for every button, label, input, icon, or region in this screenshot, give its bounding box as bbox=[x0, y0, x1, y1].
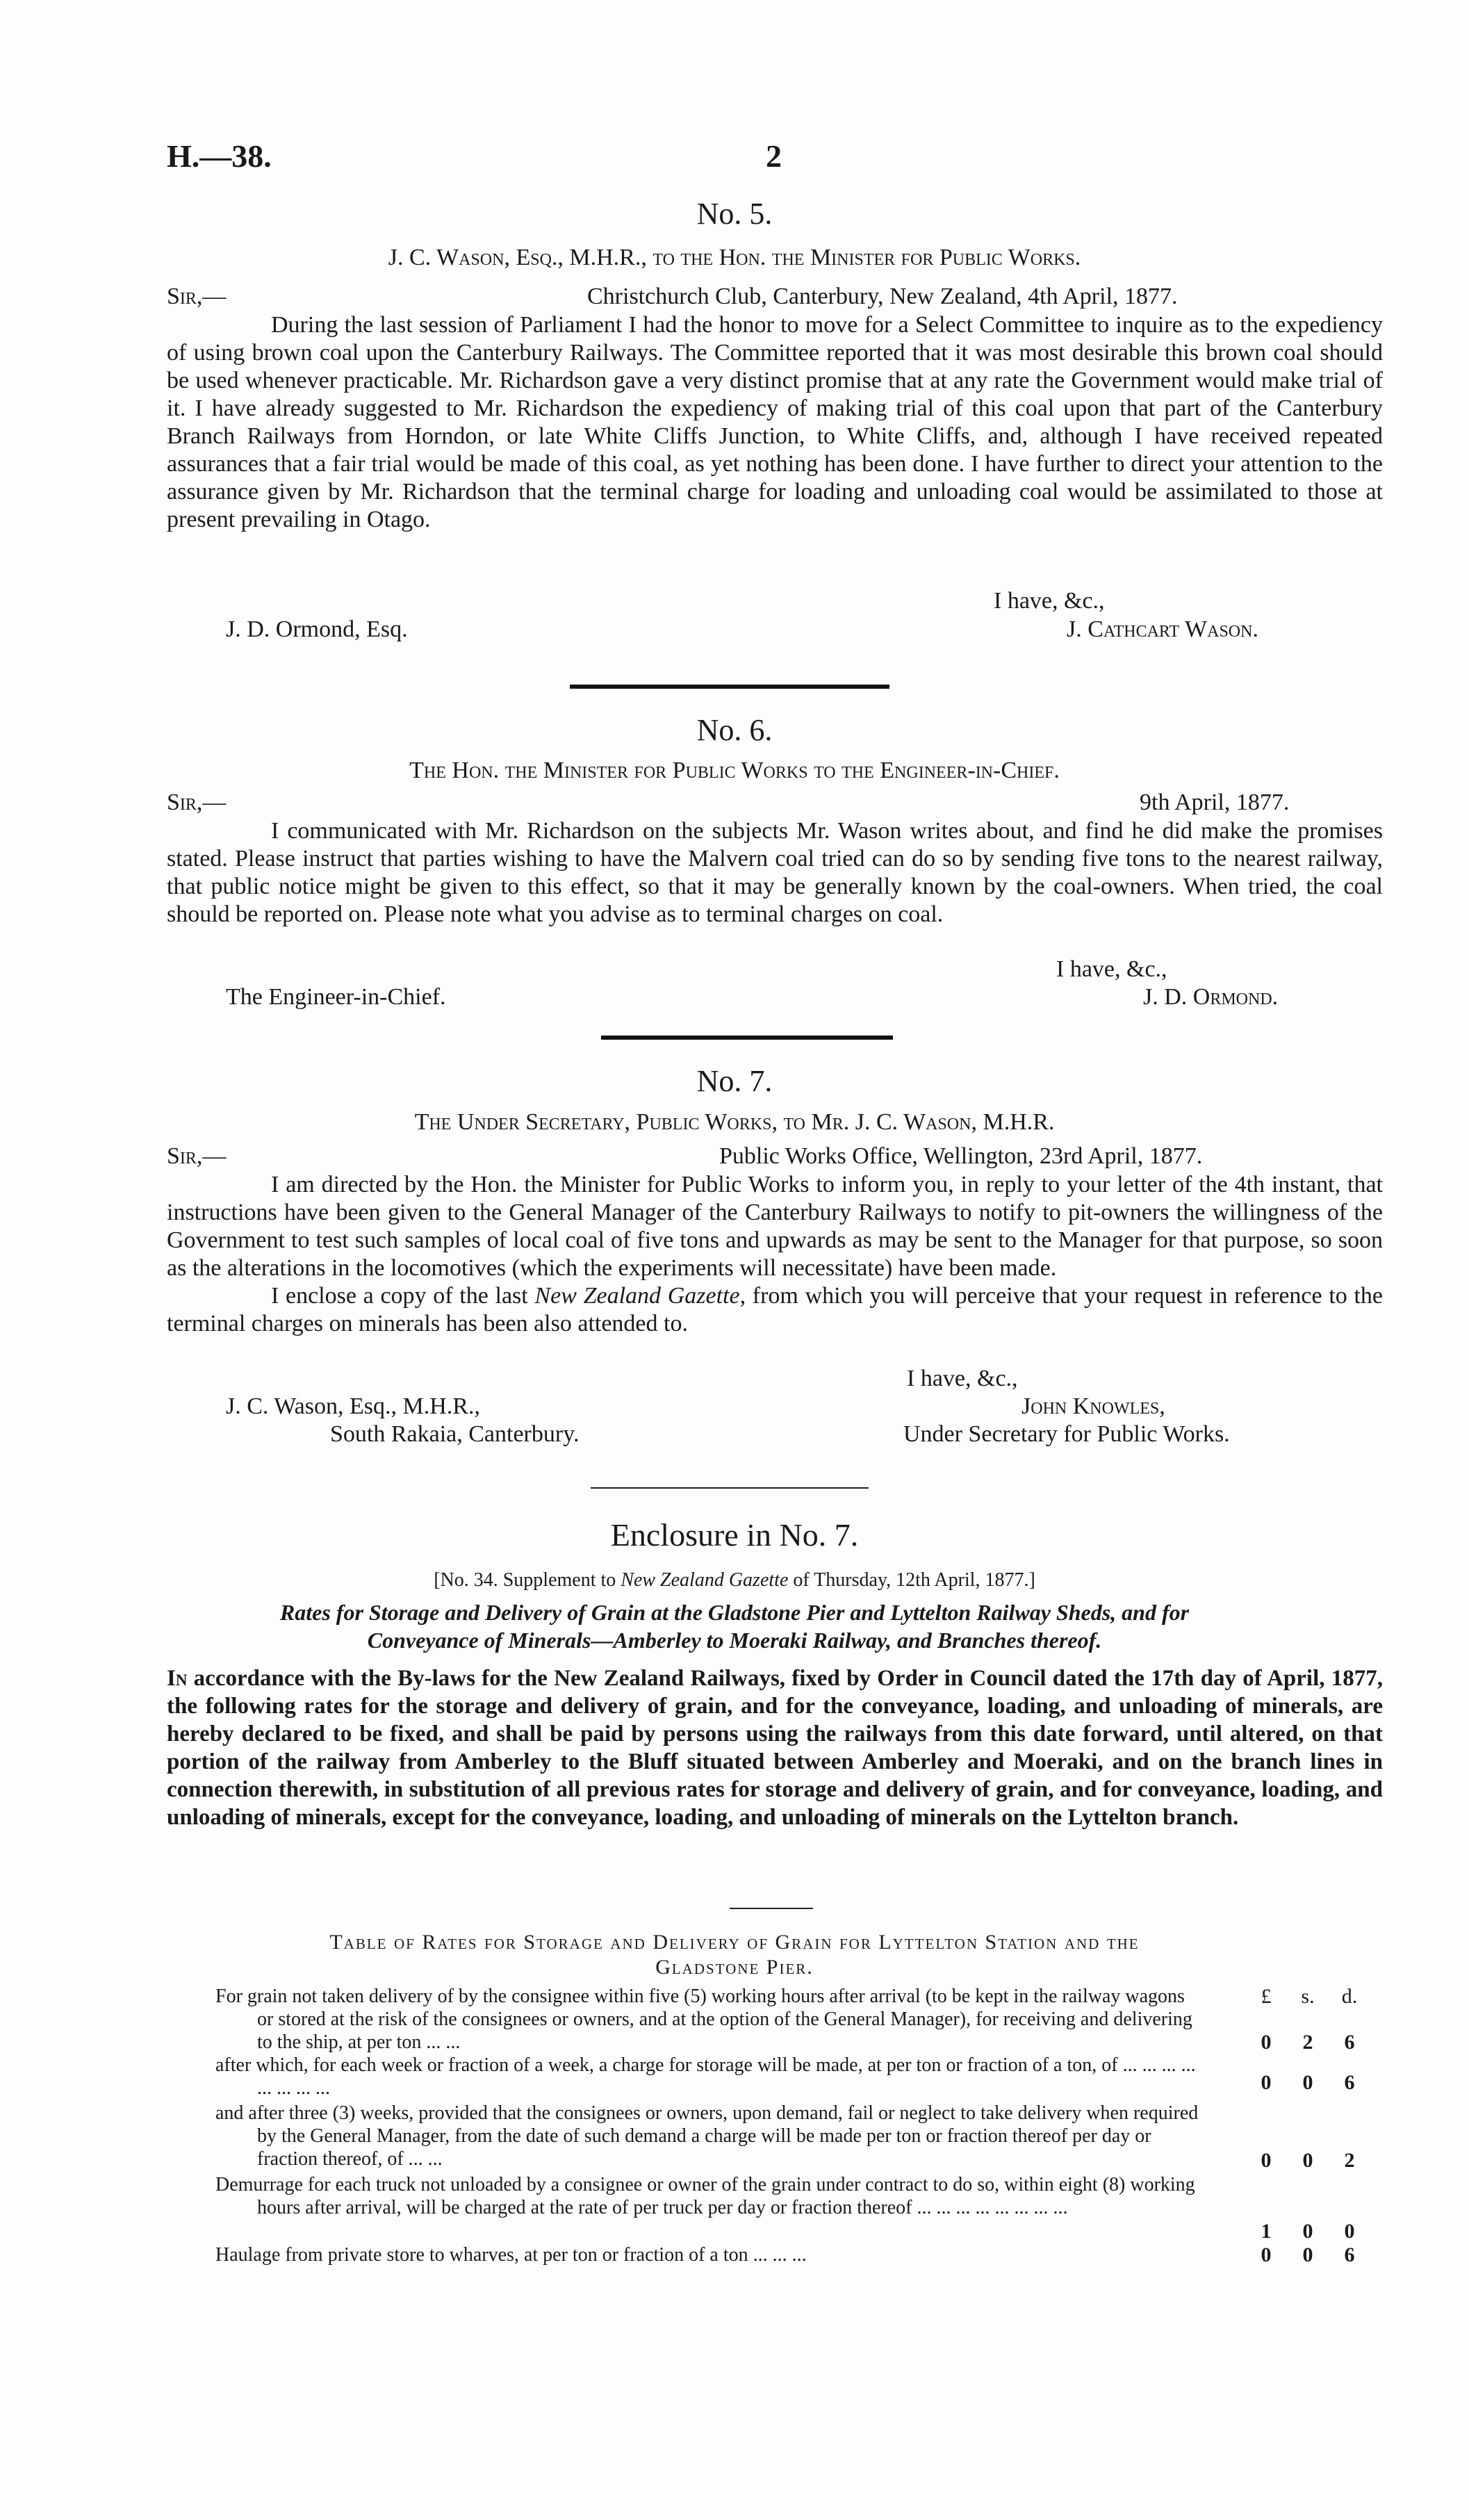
letter-5-addressee: J. D. Ormond, Esq. bbox=[226, 616, 408, 642]
table-row: Haulage from private store to wharves, at per ton or fraction of a ton ... ... ... bbox=[215, 2244, 807, 2266]
section-divider bbox=[591, 1487, 869, 1489]
letter-7-closing: I have, &c., bbox=[907, 1366, 1018, 1391]
table-row: after which, for each week or fraction of a week, a charge for storage will be made, at per ton or fraction of a ton, of ... ... ... ... ... ... ... ... bbox=[215, 2054, 1196, 2099]
letter-7-paragraph-1: I am directed by the Hon. the Minister for Public Works to inform you, in reply to your letter of the 4th instant, that instructions have been given to the General Manager of the Canterbury Railways to notify to pit-owners the willingness of the Government to test such samples of local coal of five tons and upwards as may be sent to the Manager for that purpose, so soon as the alterations in the locomotives (which the experiments will necessitate) have been made. bbox=[167, 1172, 1383, 1281]
letter-5-paragraph: During the last session of Parliament I had the honor to move for a Select Committee to inquire as to the expediency of using brown coal upon the Canterbury Railways. The Committee reported that it was most desirable this brown coal should be used whenever practicable. Mr. Richardson gave a very distinct promise that at any rate the Government would make trial of it. I have already suggested to Mr. Richardson the expediency of making trial of this coal upon that part of the Canterbury Branch Railways from Horndon, or late White Cliffs Junction, to White Cliffs, and, although I have received repeated assurances that a fair trial would be made of this coal, as yet nothing has been done. I have further to direct your attention to the assurance given by Mr. Richardson that the terminal charge for loading and unloading coal would be assimilated to those at present prevailing in Otago. bbox=[167, 312, 1383, 532]
letter-7-body bbox=[167, 1171, 1383, 1338]
letter-5-signature: J. Cathcart Wason. bbox=[1067, 616, 1258, 642]
table-column-headers bbox=[1245, 1985, 1377, 2008]
letter-7-dateline: Public Works Office, Wellington, 23rd April, 1877. bbox=[719, 1143, 1203, 1169]
letter-6-signature: J. D. Ormond. bbox=[1143, 984, 1279, 1010]
section-divider bbox=[570, 685, 889, 689]
letter-6-title: No. 6. bbox=[696, 713, 773, 747]
enclosure-title: Enclosure in No. 7. bbox=[610, 1517, 859, 1553]
letter-5-salutation: Sir,— bbox=[167, 284, 227, 309]
table-row-amount: 0 2 6 bbox=[1261, 2031, 1355, 2054]
section-divider bbox=[601, 1036, 893, 1040]
letter-7-title: No. 7. bbox=[696, 1064, 773, 1098]
table-title-1: Table of Rates for Storage and Delivery of Grain for Lyttelton Station and the bbox=[329, 1931, 1140, 1954]
page-number: 2 bbox=[766, 138, 782, 174]
letter-6-closing: I have, &c., bbox=[1056, 956, 1167, 982]
pence-header: d. bbox=[1341, 1985, 1358, 2008]
letter-5-title: No. 5. bbox=[696, 197, 773, 231]
letter-6-lead: The Hon. the Minister for Public Works to the Engineer-in-Chief. bbox=[409, 758, 1060, 783]
pounds-header: £ bbox=[1261, 1985, 1272, 2008]
letter-7-addressee-1: J. C. Wason, Esq., M.H.R., bbox=[226, 1393, 480, 1419]
rates-heading-line-1: Rates for Storage and Delivery of Grain at the Gladstone Pier and Lyttelton Railway Sheds, and for bbox=[279, 1600, 1190, 1625]
enclosure-paragraph: In accordance with the By-laws for the New Zealand Railways, fixed by Order in Council dated the 17th day of April, 1877, the following rates for the storage and delivery of grain, and for the conveyance, loading, and unloading of minerals, are hereby declared to be fixed, and shall be paid by persons using the railways from this date forward, until altered, on that portion of the railway from Amberley to the Bluff situated between Amberley and Moeraki, and on the branch lines in connection therewith, in substitution of all previous rates for storage and delivery of grain, and for conveyance, loading, and unloading of minerals, except for the conveyance, loading, and unloading of minerals on the Lyttelton branch. bbox=[167, 1666, 1383, 1830]
table-row: Demurrage for each truck not unloaded by a consignee or owner of the grain under contract to do so, within eight (8) working hours after arrival, will be charged at the rate of per truck per day or fraction thereof ... ... ... ... ... ... ... ... bbox=[215, 2174, 1195, 2218]
table-row-amount: 1 0 0 bbox=[1261, 2220, 1355, 2243]
letter-7-lead: The Under Secretary, Public Works, to Mr. J. C. Wason, M.H.R. bbox=[414, 1109, 1055, 1135]
letter-6-dateline: 9th April, 1877. bbox=[1140, 789, 1290, 815]
letter-7-salutation: Sir,— bbox=[167, 1143, 227, 1169]
letter-7-addressee-2: South Rakaia, Canterbury. bbox=[330, 1421, 580, 1447]
letter-6-addressee: The Engineer-in-Chief. bbox=[226, 984, 446, 1010]
letter-5-lead bbox=[0, 245, 1469, 271]
short-divider bbox=[730, 1908, 813, 1909]
letter-7-signature-2: Under Secretary for Public Works. bbox=[903, 1421, 1230, 1447]
gazette-title: New Zealand Gazette bbox=[534, 1283, 740, 1309]
table-row: For grain not taken delivery of by the consignee within five (5) working hours after arrival (to be kept in the railway wagons or stored at the risk of the consignees or owners, and at the option of the General Manager), for receiving and delivering to the ship, at per ton ... ... bbox=[215, 1986, 1192, 2053]
letter-5-to: to the Hon. the Minister for Public Works. bbox=[653, 245, 1081, 270]
letter-5-closing: I have, &c., bbox=[994, 588, 1105, 614]
table-row-amount: 0 0 2 bbox=[1261, 2149, 1355, 2172]
table-row: and after three (3) weeks, provided that the consignees or owners, upon demand, fail or neglect to take delivery when required by the General Manager, from the date of such demand a charge will be made per ton or fraction thereof per day or fraction thereof, of ... ... bbox=[215, 2102, 1199, 2170]
letter-5-from: J. C. Wason, Esq., M.H.R., bbox=[388, 245, 647, 270]
letter-7-signature-1: John Knowles, bbox=[1021, 1393, 1165, 1419]
table-row-amount: 0 0 6 bbox=[1261, 2243, 1355, 2266]
page-reference: H.—38. bbox=[167, 138, 272, 174]
letter-7-paragraph-2: I enclose a copy of the last New Zealand Gazette, from which you will perceive that your request in reference to the terminal charges on minerals has been also attended to. bbox=[167, 1283, 1383, 1336]
table-row-amount: 0 0 6 bbox=[1261, 2071, 1355, 2094]
letter-5-dateline: Christchurch Club, Canterbury, New Zealand, 4th April, 1877. bbox=[587, 284, 1178, 309]
gazette-supplement-line: [No. 34. Supplement to New Zealand Gazette of Thursday, 12th April, 1877.] bbox=[434, 1569, 1035, 1591]
letter-6-salutation: Sir,— bbox=[167, 789, 227, 815]
enclosure-body bbox=[167, 1664, 1383, 1831]
letter-5-body bbox=[167, 311, 1383, 534]
rates-heading-line-2: Conveyance of Minerals—Amberley to Moeraki Railway, and Branches thereof. bbox=[367, 1628, 1102, 1653]
shillings-header: s. bbox=[1301, 1985, 1315, 2008]
letter-6-paragraph: I communicated with Mr. Richardson on the subjects Mr. Wason writes about, and find he did make the promises stated. Please instruct that parties wishing to have the Malvern coal tried can do so by sending five tons to the nearest railway, that public notice might be given to this effect, so that it may be generally known by the coal-owners. When tried, the coal should be reported on. Please note what you advise as to terminal charges on coal. bbox=[167, 818, 1383, 927]
letter-6-body bbox=[167, 817, 1383, 928]
table-title-2: Gladstone Pier. bbox=[655, 1956, 814, 1979]
